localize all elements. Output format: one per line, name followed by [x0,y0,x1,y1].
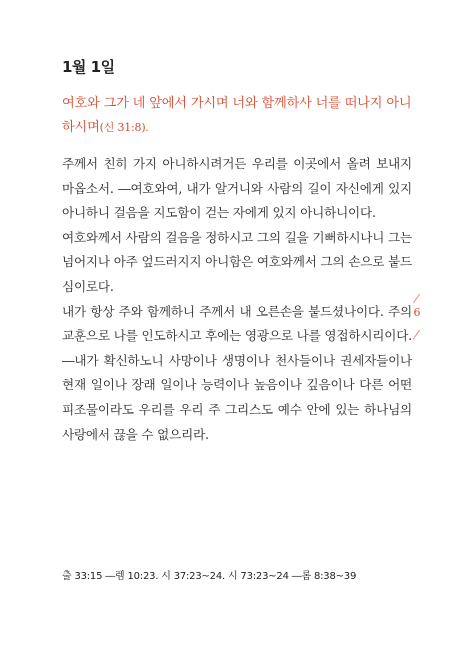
page-number: 6 [413,306,421,319]
body-paragraph-3: 내가 항상 주와 함께하니 주께서 내 오른손을 붙드셨나이다. 주의 교훈으로 나를 인도하시고 후에는 영광으로 나를 영접하시리이다. ―내가 확신하노니 사망이나 생명이나 천사들이나 권세자들이나 현재 일이나 장래 일이나 능력이나 높음이나 깊음이나 다른 어떤 피조물이라도 우리를 우리 주 그리스도 예수 안에 있는 하나님의 사랑에서 끊을 수 없으리라. [62,303,412,442]
page-number-marker [410,293,432,343]
scripture-references: 출 33:15 ―렘 10:23. 시 37:23~24. 시 73:23~24 ―롬 8:38~39 [62,571,357,582]
decorative-slash-top [413,294,420,304]
key-verse-reference: (신 31:8). [99,121,149,134]
key-verse [62,92,414,140]
date-heading: 1월 1일 [62,58,115,76]
body-paragraph-1: 주께서 친히 가지 아니하시려거든 우리를 이곳에서 올려 보내지 마옵소서. ―여호와여, 내가 알거니와 사람의 길이 자신에게 있지 아니하니 걸음을 지도함이 걷는 자에게 있지 아니하니이다. [62,156,412,221]
key-verse-text: 여호와 그가 네 앞에서 가시며 너와 함께하사 너를 떠나지 아니하시며 [62,96,412,135]
body-paragraph-2: 여호와께서 사람의 걸음을 정하시고 그의 길을 기뻐하시나니 그는 넘어지나 아주 엎드러지지 아니함은 여호와께서 그의 손으로 붙드심이로다. [62,229,412,294]
decorative-slash-bottom [413,330,420,340]
devotional-body [62,152,412,447]
